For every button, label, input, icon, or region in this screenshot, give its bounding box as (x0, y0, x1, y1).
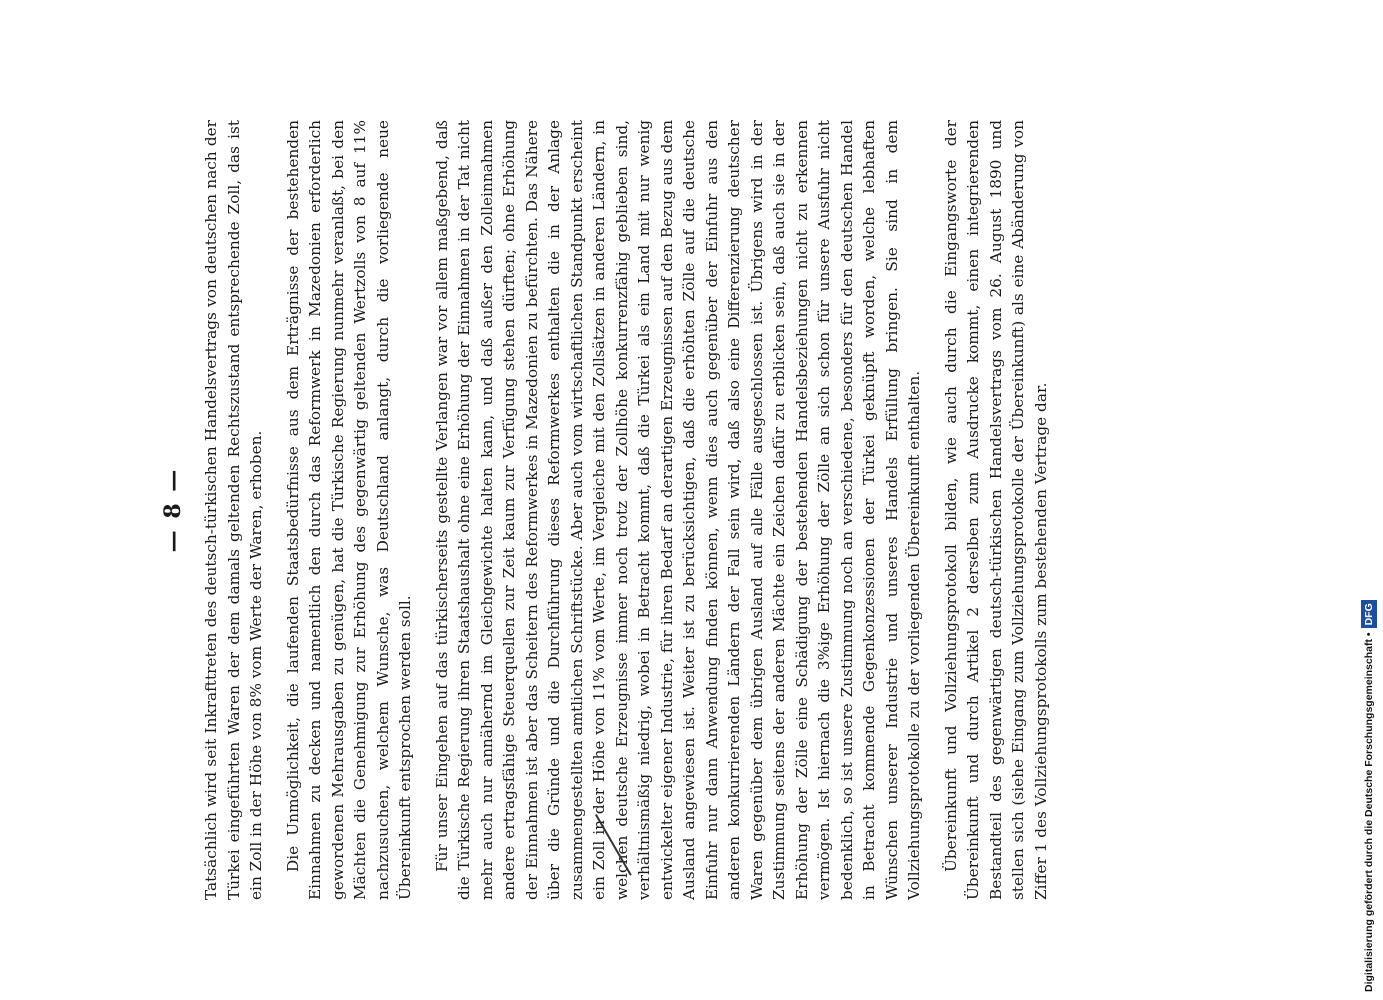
rotated-text-block (160, 120, 1200, 900)
document-page (160, 120, 1200, 900)
dfg-logo: DFG (1361, 600, 1377, 628)
page-number: — 8 — (160, 467, 186, 553)
paragraph-4: Übereinkunft und Vollziehungsprotokoll bilden, wie auch durch die Eingangsworte der Übereinkunft und durch Artikel 2 derselben zum Ausdrucke kommt, einen integrierenden Bestandteil des gegenwärtigen deutsch-türkischen Handelsvertrags vom 26. August 1890 und stellen sich (siehe Eingang zum Vollziehungsprotokolle der Übereinkunft) als eine Abänderung von Ziffer 1 des Vollziehungsprotokolls zum bestehenden Vertrage dar. (941, 120, 1050, 900)
dfg-funding-stamp (1361, 8, 1377, 992)
paragraph-3: Für unser Eingehen auf das türkischerseits gestellte Verlangen war vor allem maßgebend, daß die Türkische Regierung ihren Staatshaushalt ohne eine Erhöhung der Einnahmen in der Tat nicht mehr auch nur annähernd im Gleichgewichte halten kann, und daß außer den Zolleinnahmen andere ertragsfähige Steuerquellen zur Zeit kaum zur Verfügung stehen dürften; ohne Erhöhung der Einnahmen ist aber das Scheitern des Reformwerkes in Mazedonien zu befürchten. Das Nähere über die Gründe und die Durchführung dieses Reformwerkes enthalten die in der Anlage zusammengestellten amtlichen Schriftstücke. Aber auch vom wirtschaftlichen Standpunkt erscheint ein Zoll in der Höhe von 11% vom Werte, im Vergleiche mit den Zollsätzen in anderen Ländern, in welchen deutsche Erzeugnisse immer noch trotz der Zollhöhe konkurrenzfähig geblieben sind, verhältnismäßig niedrig, wobei in Betracht kommt, daß die Türkei als ein Land mit nur wenig entwickelter eigener Industrie, für ihren Bedarf an derartigen Erzeugnissen auf den Bezug aus dem Ausland angewiesen ist. Weiter ist zu berücksichtigen, daß die erhöhten Zölle auf die deutsche Einfuhr nur dann Anwendung finden können, wenn dies auch gegenüber der Einfuhr aus den anderen konkurrierenden Ländern der Fall sein wird, daß also eine Differenzierung deutscher Waren gegenüber dem übrigen Ausland auf alle Fälle ausgeschlossen ist. Übrigens wird in der Zustimmung seitens der anderen Mächte ein Zeichen dafür zu erblicken sein, daß auch sie in der Erhöhung der Zölle eine Schädigung der bestehenden Handelsbeziehungen nicht zu erkennen vermögen. Ist hiernach die 3%ige Erhöhung der Zölle an sich schon für unsere Ausfuhr nicht bedenklich, so ist unsere Zustimmung noch an verschiedene, besonders für den deutschen Handel in Betracht kommende Gegenkonzessionen der Türkei geknüpft worden, welche lebhaften Wünschen unserer Industrie und unseres Handels Erfüllung bringen. Sie sind in dem Vollziehungsprotokolle zu der vorliegenden Übereinkunft enthalten. (432, 120, 923, 900)
paragraph-1: Tatsächlich wird seit Inkrafttreten des deutsch-türkischen Handelsvertrags von deutschen nach der Türkei eingeführten Waren der dem damals geltenden Rechtszustand entsprechende Zoll, das ist ein Zoll in der Höhe von 8% vom Werte der Waren, erhoben. (202, 120, 265, 900)
paragraph-2: Die Unmöglichkeit, die laufenden Staatsbedürfnisse aus dem Erträgnisse der bestehenden Einnahmen zu decken und namentlich den durch das Reformwerk in Mazedonien erforderlich gewordenen Mehrausgaben zu genügen, hat die Türkische Regierung nunmehr veranlaßt, bei den Mächten die Genehmigung zur Erhöhung des gegenwärtig geltenden Wertzolls von 8 auf 11% nachzusuchen, welchem Wunsche, was Deutschland anlangt, durch die vorliegende neue Übereinkunft entsprochen werden soll. (283, 120, 414, 900)
stamp-text: Digitalisierung gefördert durch die Deutsche Forschungsgemeinschaft • (1363, 632, 1375, 992)
